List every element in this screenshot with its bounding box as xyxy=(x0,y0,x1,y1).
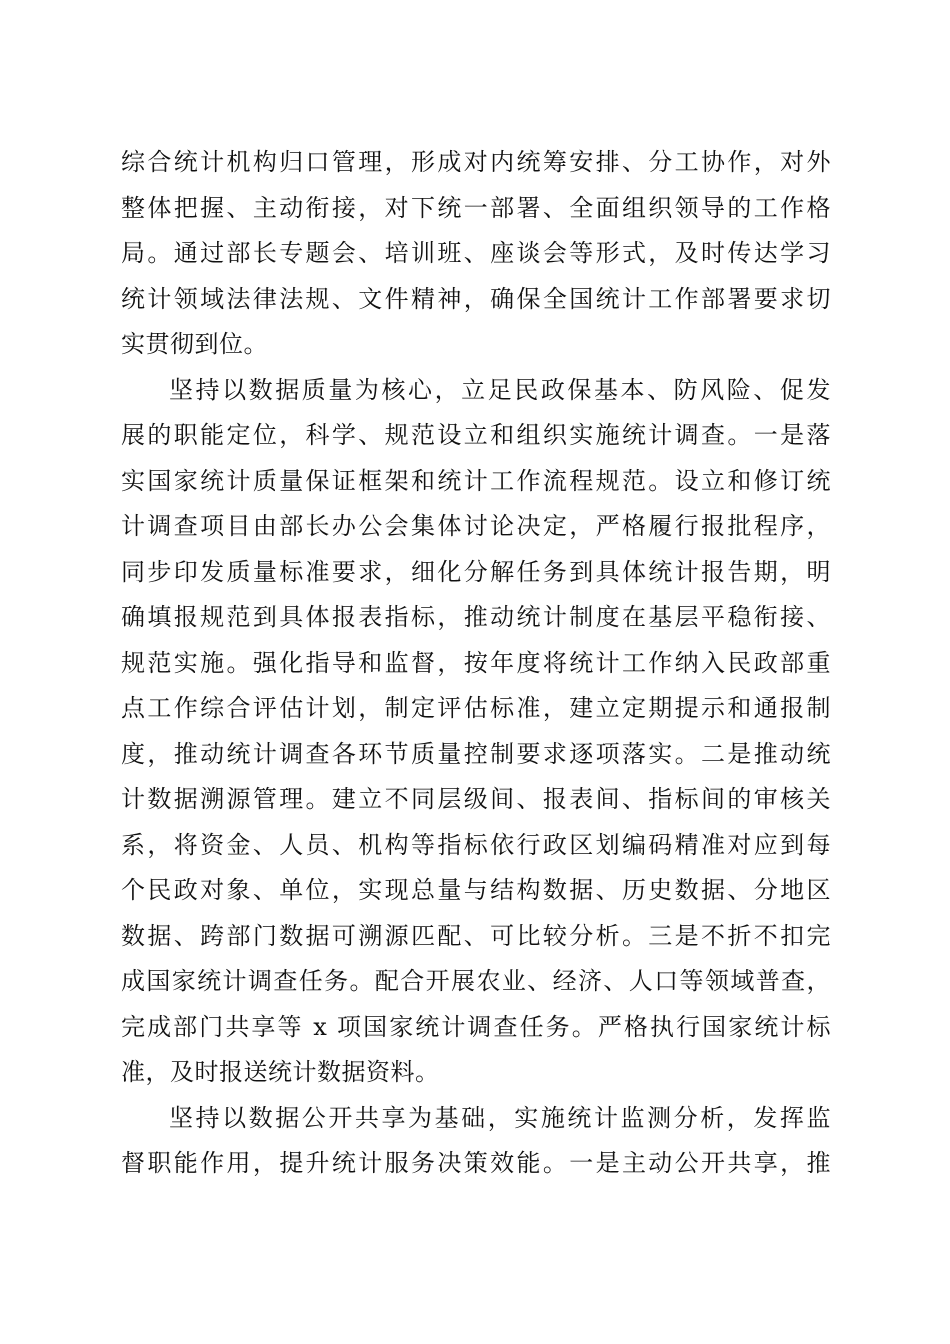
text-line: 同步印发质量标准要求，细化分解任务到具体统计报告期，明 xyxy=(121,557,831,586)
document-body xyxy=(121,140,831,1187)
text-line: 准，及时报送统计数据资料。 xyxy=(121,1058,440,1086)
paragraph-3 xyxy=(121,1096,831,1187)
text-line: 规范实施。强化指导和监督，按年度将统计工作纳入民政部重 xyxy=(121,648,831,677)
text-line: 计调查项目由部长办公会集体讨论决定，严格履行报批程序， xyxy=(121,512,831,540)
text-line: 度，推动统计调查各环节质量控制要求逐项落实。二是推动统 xyxy=(121,739,831,768)
text-line: 实国家统计质量保证框架和统计工作流程规范。设立和修订统 xyxy=(121,466,831,495)
text-line: 展的职能定位，科学、规范设立和组织实施统计调查。一是落 xyxy=(121,421,831,449)
text-line: 计数据溯源管理。建立不同层级间、报表间、指标间的审核关 xyxy=(121,785,831,813)
text-line: 坚持以数据公开共享为基础，实施统计监测分析，发挥监 xyxy=(169,1103,831,1132)
text-line: 点工作综合评估计划，制定评估标准，建立定期提示和通报制 xyxy=(121,694,831,722)
text-line: 综合统计机构归口管理，形成对内统筹安排、分工协作，对外 xyxy=(121,148,831,176)
text-line: 个民政对象、单位，实现总量与结构数据、历史数据、分地区 xyxy=(121,876,831,904)
paragraph-1 xyxy=(121,140,831,368)
text-line: 确填报规范到具体报表指标，推动统计制度在基层平稳衔接、 xyxy=(121,603,831,631)
paragraph-2 xyxy=(121,368,831,1096)
text-line: 整体把握、主动衔接，对下统一部署、全面组织领导的工作格 xyxy=(121,193,831,222)
text-line: 坚持以数据质量为核心，立足民政保基本、防风险、促发 xyxy=(169,375,831,404)
text-line: 完成部门共享等 x 项国家统计调查任务。严格执行国家统计标 xyxy=(121,1012,831,1041)
text-line: 系，将资金、人员、机构等指标依行政区划编码精准对应到每 xyxy=(121,830,831,859)
text-line: 数据、跨部门数据可溯源匹配、可比较分析。三是不折不扣完 xyxy=(121,921,831,950)
text-line: 局。通过部长专题会、培训班、座谈会等形式，及时传达学习 xyxy=(121,239,831,267)
text-line: 统计领域法律法规、文件精神，确保全国统计工作部署要求切 xyxy=(121,284,831,313)
text-line: 成国家统计调查任务。配合开展农业、经济、人口等领域普查， xyxy=(121,967,831,995)
text-line: 实贯彻到位。 xyxy=(121,330,268,358)
text-line: 督职能作用，提升统计服务决策效能。一是主动公开共享，推 xyxy=(121,1149,831,1177)
